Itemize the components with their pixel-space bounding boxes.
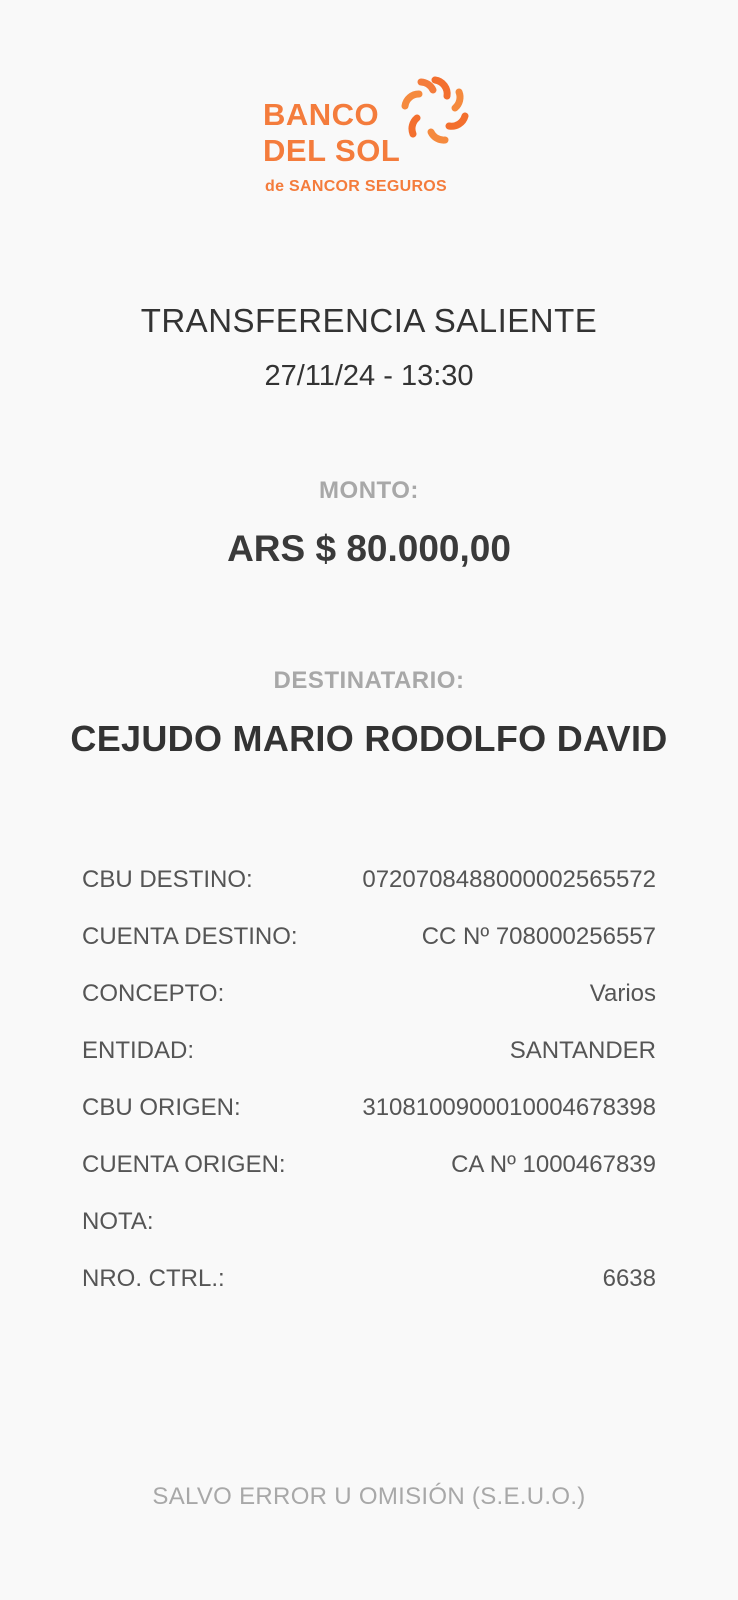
logo-text-line1: BANCO [263,97,380,132]
detail-row-concepto [82,980,656,1037]
recipient-name: CEJUDO MARIO RODOLFO DAVID [70,718,668,759]
detail-value: 0720708488000002565572 [362,866,656,893]
receipt-datetime: 27/11/24 - 13:30 [264,360,474,392]
receipt-title: TRANSFERENCIA SALIENTE [140,302,598,339]
detail-value: CC Nº 708000256557 [421,923,656,950]
logo-subtitle: de SANCOR SEGUROS [265,178,448,195]
detail-label: NRO. CTRL.: [82,1265,225,1292]
detail-row-cbu-destino [82,866,656,923]
sun-logo-icon [399,74,471,146]
logo-text-line2: DEL SOL [263,133,401,168]
bank-logo [263,74,483,204]
detail-label: CBU DESTINO: [82,866,253,893]
detail-value: SANTANDER [509,1037,656,1064]
amount-value: ARS $ 80.000,00 [227,528,511,569]
amount-label: MONTO: [319,477,419,504]
detail-row-cuenta-origen [82,1151,656,1208]
detail-row-entidad [82,1037,656,1094]
detail-value: 3108100900010004678398 [362,1094,656,1121]
detail-row-cuenta-destino [82,923,656,980]
detail-label: NOTA: [82,1208,154,1235]
detail-label: CBU ORIGEN: [82,1094,241,1121]
detail-value: CA Nº 1000467839 [451,1151,656,1178]
transfer-details [82,866,656,1322]
detail-label: CUENTA DESTINO: [82,923,298,950]
detail-row-nro-ctrl [82,1265,656,1322]
detail-value: 6638 [602,1265,656,1292]
detail-label: ENTIDAD: [82,1037,195,1064]
recipient-label: DESTINATARIO: [273,667,465,694]
detail-label: CONCEPTO: [82,980,225,1007]
detail-row-nota [82,1208,656,1265]
detail-label: CUENTA ORIGEN: [82,1151,286,1178]
detail-value: Varios [589,980,656,1007]
disclaimer-footer: SALVO ERROR U OMISIÓN (S.E.U.O.) [152,1483,586,1510]
detail-row-cbu-origen [82,1094,656,1151]
